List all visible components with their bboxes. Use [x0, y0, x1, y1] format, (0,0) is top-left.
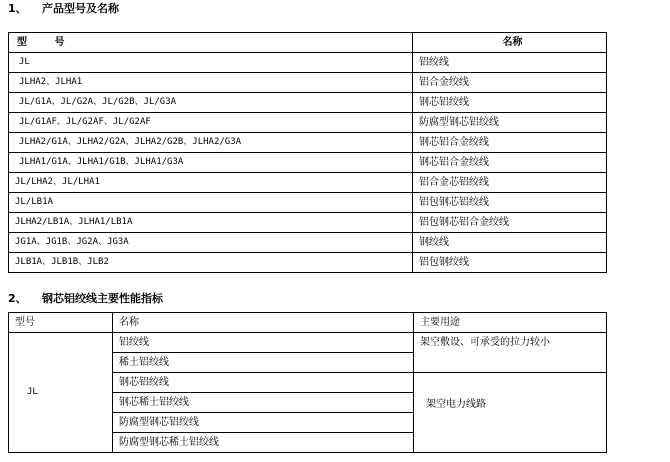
name-cell: 铝包钢芯铝绞线	[413, 193, 607, 213]
name-cell: 铝包钢芯铝合金绞线	[413, 213, 607, 233]
model-cell: JLHA2、JLHA1	[9, 73, 413, 93]
name-cell: 铝合金绞线	[413, 73, 607, 93]
table-row	[9, 173, 607, 193]
use-cell: 架空敷设、可承受的拉力较小	[414, 333, 607, 373]
name-cell: 铝绞线	[413, 53, 607, 73]
name-cell: 防腐型钢芯铝绞线	[413, 113, 607, 133]
table-row	[9, 73, 607, 93]
name-cell: 稀土铝绞线	[113, 353, 414, 373]
name-cell: 钢芯铝绞线	[413, 93, 607, 113]
table-row	[9, 193, 607, 213]
model-cell: JL/G1AF、JL/G2AF、JL/G2AF	[9, 113, 413, 133]
table-header-row	[9, 313, 607, 333]
section-2-heading	[8, 291, 163, 307]
use-cell: 架空电力线路	[414, 373, 607, 453]
table-header-row	[9, 33, 607, 53]
model-cell: JL/LHA2、JL/LHA1	[9, 173, 413, 193]
name-cell: 钢芯铝绞线	[113, 373, 414, 393]
section-1-heading	[8, 1, 119, 17]
table-row	[9, 93, 607, 113]
name-cell: 防腐型钢芯稀土铝绞线	[113, 433, 414, 453]
name-cell: 防腐型钢芯铝绞线	[113, 413, 414, 433]
name-cell: 钢芯稀土铝绞线	[113, 393, 414, 413]
name-cell: 铝合金芯铝绞线	[413, 173, 607, 193]
header-name: 名称	[413, 33, 607, 53]
name-cell: 钢芯铝合金绞线	[413, 153, 607, 173]
model-cell: JL	[9, 333, 113, 453]
name-cell: 钢芯铝合金绞线	[413, 133, 607, 153]
table-row	[9, 133, 607, 153]
table-row	[9, 53, 607, 73]
table-row	[9, 113, 607, 133]
section-2-number: 2、	[8, 292, 27, 305]
name-cell: 铝包钢绞线	[413, 253, 607, 273]
performance-table	[8, 312, 607, 453]
table-row	[9, 213, 607, 233]
model-cell: JLHA1/G1A、JLHA1/G1B、JLHA1/G3A	[9, 153, 413, 173]
product-model-table	[8, 32, 607, 273]
header-model: 型 号	[9, 33, 413, 53]
header-model: 型号	[9, 313, 113, 333]
table-row	[9, 233, 607, 253]
model-cell: JL/LB1A	[9, 193, 413, 213]
section-1-number: 1、	[8, 2, 27, 15]
section-1-title: 产品型号及名称	[42, 2, 119, 15]
model-cell: JLHA2/LB1A、JLHA1/LB1A	[9, 213, 413, 233]
model-cell: JLHA2/G1A、JLHA2/G2A、JLHA2/G2B、JLHA2/G3A	[9, 133, 413, 153]
table-row	[9, 253, 607, 273]
table-row	[9, 153, 607, 173]
header-name: 名称	[113, 313, 414, 333]
model-cell: JLB1A、JLB1B、JLB2	[9, 253, 413, 273]
name-cell: 钢绞线	[413, 233, 607, 253]
model-cell: JG1A、JG1B、JG2A、JG3A	[9, 233, 413, 253]
model-cell: JL/G1A、JL/G2A、JL/G2B、JL/G3A	[9, 93, 413, 113]
table-row	[9, 333, 607, 353]
header-use: 主要用途	[414, 313, 607, 333]
model-cell: JL	[9, 53, 413, 73]
section-2-title: 钢芯铝绞线主要性能指标	[42, 292, 163, 305]
name-cell: 铝绞线	[113, 333, 414, 353]
